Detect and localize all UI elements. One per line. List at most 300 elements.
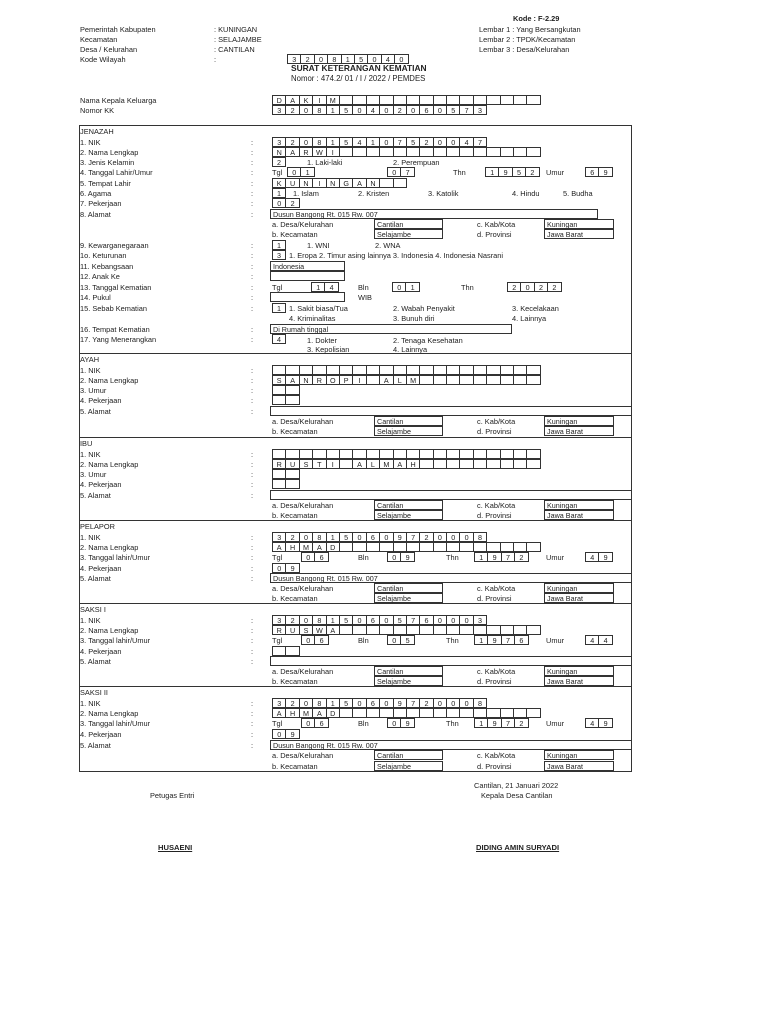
char-box: 2 xyxy=(300,54,314,64)
char-box: 0 xyxy=(272,563,286,573)
char-box: 2 xyxy=(514,552,528,562)
char-box xyxy=(379,542,393,552)
prov-label: d. Provinsi xyxy=(477,427,512,436)
char-box: 4 xyxy=(598,635,612,645)
char-box: 1 xyxy=(326,532,340,542)
char-box: 5 xyxy=(512,167,526,177)
char-box: M xyxy=(406,375,420,385)
char-box: 8 xyxy=(312,698,326,708)
char-box: 0 xyxy=(433,105,447,115)
char-box xyxy=(433,449,447,459)
char-box xyxy=(379,625,393,635)
char-box xyxy=(486,625,500,635)
jenazah-agama-value: 1 xyxy=(272,188,286,198)
char-box: 9 xyxy=(285,729,299,739)
pelapor-desa-value: Cantilan xyxy=(374,583,443,593)
nomor-kk-boxes xyxy=(272,105,487,115)
char-box: 0 xyxy=(299,532,313,542)
char-box xyxy=(312,449,326,459)
char-box: I xyxy=(326,147,340,157)
colon: : xyxy=(251,283,254,292)
char-box xyxy=(526,542,540,552)
saksi2-pekerjaan-boxes xyxy=(272,729,300,739)
char-box xyxy=(433,147,447,157)
agama-option-2: 2. Kristen xyxy=(358,189,390,198)
saksi2-alamat-field: Dusun Bangong Rt. 015 Rw. 007 xyxy=(270,740,632,750)
colon: : xyxy=(251,386,254,395)
char-box: 0 xyxy=(301,718,315,728)
char-box: 4 xyxy=(381,54,395,64)
char-box: 9 xyxy=(487,718,501,728)
char-box xyxy=(486,375,500,385)
saksi1-nama-label: 2. Nama Lengkap xyxy=(80,626,139,635)
char-box xyxy=(285,395,299,405)
char-box: 2 xyxy=(285,615,299,625)
char-box xyxy=(486,147,500,157)
char-box: A xyxy=(285,95,299,105)
kec-label: b. Kecamatan xyxy=(272,762,318,771)
kematian-bln-boxes xyxy=(392,282,420,292)
char-box: 4 xyxy=(366,105,380,115)
char-box: 0 xyxy=(287,167,301,177)
colon: : xyxy=(251,251,254,260)
char-box: 0 xyxy=(446,615,460,625)
ibu-kab-value: Kuningan xyxy=(544,500,614,510)
colon: : xyxy=(251,325,254,334)
char-box: 0 xyxy=(459,532,473,542)
saksi1-tgl-boxes xyxy=(301,635,329,645)
char-box: 0 xyxy=(387,635,401,645)
desa-label: a. Desa/Kelurahan xyxy=(272,417,334,426)
char-box xyxy=(366,708,380,718)
prov-label: d. Provinsi xyxy=(477,511,512,520)
char-box: M xyxy=(379,459,393,469)
char-box: K xyxy=(299,95,313,105)
char-box: S xyxy=(299,625,313,635)
char-box: 1 xyxy=(405,282,419,292)
men-option-4: 4. Lainnya xyxy=(393,345,428,354)
char-box: 7 xyxy=(393,137,407,147)
ayah-nama-boxes xyxy=(272,375,541,385)
jenazah-alamat-label: 8. Alamat xyxy=(80,210,111,219)
sebab-option-3: 3. Kecelakaan xyxy=(512,304,559,313)
char-box: 0 xyxy=(352,105,366,115)
char-box: 0 xyxy=(459,615,473,625)
char-box xyxy=(406,625,420,635)
char-box xyxy=(486,708,500,718)
kec-label: b. Kecamatan xyxy=(272,594,318,603)
saksi1-bln-boxes xyxy=(387,635,415,645)
char-box xyxy=(272,395,286,405)
thn-label: Thn xyxy=(453,168,466,177)
jk-option-1: 1. Laki-laki xyxy=(307,158,343,167)
char-box xyxy=(366,147,380,157)
char-box: 8 xyxy=(312,532,326,542)
char-box: A xyxy=(393,459,407,469)
char-box xyxy=(393,95,407,105)
char-box: 9 xyxy=(598,718,612,728)
char-box: 5 xyxy=(339,615,353,625)
char-box xyxy=(379,95,393,105)
char-box: 7 xyxy=(406,615,420,625)
char-box xyxy=(352,542,366,552)
char-box: 0 xyxy=(299,698,313,708)
char-box: G xyxy=(339,178,353,188)
colon: : xyxy=(251,335,254,344)
men-option-2: 2. Tenaga Kesehatan xyxy=(393,336,463,345)
char-box: 0 xyxy=(299,105,313,115)
jenazah-kab-value: Kuningan xyxy=(544,219,614,229)
jk-option-2: 2. Perempuan xyxy=(393,158,440,167)
jenazah-anak-ke-field xyxy=(270,271,345,281)
char-box xyxy=(513,542,527,552)
char-box xyxy=(339,365,353,375)
jenazah-agama-label: 6. Agama xyxy=(80,189,112,198)
jenazah-jk-label: 3. Jenis Kelamin xyxy=(80,158,135,167)
char-box xyxy=(513,375,527,385)
pelapor-bln-boxes xyxy=(387,552,415,562)
char-box xyxy=(312,365,326,375)
char-box xyxy=(459,95,473,105)
jenazah-tempat-lahir-label: 5. Tempat Lahir xyxy=(80,179,131,188)
ayah-umur-label: 3. Umur xyxy=(80,386,107,395)
saksi2-nama-label: 2. Nama Lengkap xyxy=(80,709,139,718)
char-box: 0 xyxy=(394,54,408,64)
char-box: 4 xyxy=(585,635,599,645)
char-box: 0 xyxy=(433,615,447,625)
bln-label: Bln xyxy=(358,719,369,728)
pelapor-prov-value: Jawa Barat xyxy=(544,593,614,603)
char-box: 5 xyxy=(339,698,353,708)
char-box xyxy=(433,459,447,469)
kecamatan-label: Kecamatan xyxy=(80,35,118,44)
ayah-nama-label: 2. Nama Lengkap xyxy=(80,376,139,385)
char-box: 0 xyxy=(446,698,460,708)
char-box: 0 xyxy=(272,729,286,739)
colon: : xyxy=(251,574,254,583)
char-box: 5 xyxy=(339,137,353,147)
ayah-umur-boxes xyxy=(272,385,300,395)
ayah-alamat-label: 5. Alamat xyxy=(80,407,111,416)
kec-label: b. Kecamatan xyxy=(272,427,318,436)
char-box xyxy=(459,365,473,375)
char-box: W xyxy=(312,147,326,157)
char-box: 0 xyxy=(301,635,315,645)
kematian-tgl-boxes xyxy=(311,282,339,292)
char-box: 1 xyxy=(474,552,488,562)
colon: : xyxy=(251,396,254,405)
jenazah-pukul-field xyxy=(270,292,345,302)
char-box xyxy=(459,708,473,718)
saksi2-kec-value: Selajambe xyxy=(374,761,443,771)
saksi2-title: SAKSI II xyxy=(80,688,108,697)
char-box xyxy=(419,625,433,635)
ibu-prov-value: Jawa Barat xyxy=(544,510,614,520)
pelapor-nama-label: 2. Nama Lengkap xyxy=(80,543,139,552)
char-box xyxy=(366,365,380,375)
jenazah-desa-value: Cantilan xyxy=(374,219,443,229)
saksi2-thn-boxes xyxy=(474,718,529,728)
char-box: 0 xyxy=(314,54,328,64)
char-box xyxy=(299,365,313,375)
char-box xyxy=(393,542,407,552)
kode-wilayah-label: Kode Wilayah xyxy=(80,55,126,64)
jenazah-sebab-value: 1 xyxy=(272,303,286,313)
char-box xyxy=(339,449,353,459)
char-box: 6 xyxy=(585,167,599,177)
char-box xyxy=(446,375,460,385)
char-box xyxy=(433,542,447,552)
char-box: A xyxy=(272,708,286,718)
jenazah-kec-value: Selajambe xyxy=(374,229,443,239)
char-box: 7 xyxy=(501,635,515,645)
saksi2-umur-boxes xyxy=(585,718,613,728)
char-box xyxy=(366,542,380,552)
colon: : xyxy=(251,376,254,385)
desa-label: a. Desa/Kelurahan xyxy=(272,751,334,760)
char-box: 8 xyxy=(473,698,487,708)
men-option-1: 1. Dokter xyxy=(307,336,337,345)
kepala-desa-label: Kepala Desa Cantilan xyxy=(481,791,553,800)
pelapor-nik-boxes xyxy=(272,532,487,542)
char-box xyxy=(419,449,433,459)
char-box: S xyxy=(299,459,313,469)
char-box xyxy=(352,449,366,459)
colon: : xyxy=(251,741,254,750)
thn-label: Thn xyxy=(446,553,459,562)
kab-label: c. Kab/Kota xyxy=(477,584,516,593)
wn-option-1: 1. WNI xyxy=(307,241,330,250)
umur-label: Umur xyxy=(546,719,565,728)
char-box: O xyxy=(326,375,340,385)
wn-option-2: 2. WNA xyxy=(375,241,401,250)
char-box: 0 xyxy=(301,552,315,562)
bln-label: Bln xyxy=(358,553,369,562)
char-box: 8 xyxy=(312,137,326,147)
petugas-signature-name: HUSAENI xyxy=(158,843,193,852)
ayah-title: AYAH xyxy=(80,355,100,364)
desa-label: a. Desa/Kelurahan xyxy=(272,501,334,510)
char-box xyxy=(379,449,393,459)
char-box: 0 xyxy=(379,698,393,708)
lembar-1: Lembar 1 : Yang Bersangkutan xyxy=(479,25,581,34)
char-box xyxy=(272,449,286,459)
pelapor-thn-boxes xyxy=(474,552,529,562)
saksi1-alamat-label: 5. Alamat xyxy=(80,657,111,666)
pelapor-alamat-field: Dusun Bangong Rt. 015 Rw. 007 xyxy=(270,573,632,583)
char-box: 4 xyxy=(324,282,338,292)
thn-label: Thn xyxy=(446,636,459,645)
colon: : xyxy=(251,657,254,666)
char-box xyxy=(419,365,433,375)
char-box xyxy=(272,385,286,395)
char-box: R xyxy=(272,459,286,469)
char-box xyxy=(446,147,460,157)
saksi2-nik-boxes xyxy=(272,698,487,708)
prov-label: d. Provinsi xyxy=(477,677,512,686)
jenazah-pekerjaan-label: 7. Pekerjaan xyxy=(80,199,122,208)
char-box xyxy=(393,625,407,635)
char-box: A xyxy=(352,178,366,188)
sebab-option-1: 1. Sakit biasa/Tua xyxy=(289,304,348,313)
char-box xyxy=(339,95,353,105)
ibu-alamat-label: 5. Alamat xyxy=(80,491,111,500)
saksi2-desa-value: Cantilan xyxy=(374,750,443,760)
char-box xyxy=(352,365,366,375)
kab-label: c. Kab/Kota xyxy=(477,417,516,426)
char-box: T xyxy=(312,459,326,469)
char-box xyxy=(513,95,527,105)
char-box: 0 xyxy=(387,167,401,177)
char-box xyxy=(433,365,447,375)
char-box: 9 xyxy=(400,718,414,728)
char-box: R xyxy=(272,625,286,635)
tgl-label: Tgl xyxy=(272,283,283,292)
char-box: 7 xyxy=(459,105,473,115)
char-box: 0 xyxy=(446,137,460,147)
pelapor-alamat-label: 5. Alamat xyxy=(80,574,111,583)
tgl-label: Tgl xyxy=(272,719,283,728)
char-box: N xyxy=(272,147,286,157)
ibu-kec-value: Selajambe xyxy=(374,510,443,520)
saksi1-umur-boxes xyxy=(585,635,613,645)
jenazah-wn-label: 9. Kewarganegaraan xyxy=(80,241,149,250)
char-box xyxy=(459,542,473,552)
char-box: 6 xyxy=(314,635,328,645)
char-box: 7 xyxy=(400,167,414,177)
char-box: 6 xyxy=(314,552,328,562)
char-box xyxy=(285,385,299,395)
nomor-kk-label: Nomor KK xyxy=(80,106,115,115)
jenazah-nik-label: 1. NIK xyxy=(80,138,101,147)
char-box xyxy=(473,375,487,385)
keturunan-options: 1. Eropa 2. Timur asing lainnya 3. Indonesia 4. Indonesia Nasrani xyxy=(289,251,504,260)
char-box xyxy=(299,449,313,459)
pelapor-tgl-label: 3. Tanggal lahir/Umur xyxy=(80,553,151,562)
ibu-umur-label: 3. Umur xyxy=(80,470,107,479)
colon: : xyxy=(251,304,254,313)
ayah-nik-boxes xyxy=(272,365,541,375)
char-box: A xyxy=(285,147,299,157)
char-box: 0 xyxy=(406,105,420,115)
char-box xyxy=(339,708,353,718)
char-box: 2 xyxy=(419,532,433,542)
char-box: 9 xyxy=(393,532,407,542)
char-box: 2 xyxy=(285,198,299,208)
saksi1-title: SAKSI I xyxy=(80,605,106,614)
char-box xyxy=(326,449,340,459)
char-box: 3 xyxy=(473,105,487,115)
char-box: 0 xyxy=(446,532,460,542)
jenazah-kebangsaan-label: 11. Kebangsaan xyxy=(80,262,134,271)
char-box: 1 xyxy=(474,718,488,728)
colon: : xyxy=(251,636,254,645)
char-box: 5 xyxy=(354,54,368,64)
char-box xyxy=(526,147,540,157)
char-box: 5 xyxy=(339,105,353,115)
kec-label: b. Kecamatan xyxy=(272,677,318,686)
char-box: U xyxy=(285,625,299,635)
jenazah-keturunan-label: 1o. Keturunan xyxy=(80,251,127,260)
jenazah-pekerjaan-boxes xyxy=(272,198,300,208)
char-box xyxy=(513,625,527,635)
char-box xyxy=(500,542,514,552)
jenazah-tgl-kematian-label: 13. Tanggal Kematian xyxy=(80,283,152,292)
colon: : xyxy=(251,450,254,459)
char-box: 2 xyxy=(534,282,548,292)
char-box: 2 xyxy=(547,282,561,292)
char-box: A xyxy=(326,625,340,635)
ayah-pekerjaan-boxes xyxy=(272,395,300,405)
char-box: 6 xyxy=(366,532,380,542)
saksi2-pekerjaan-label: 4. Pekerjaan xyxy=(80,730,122,739)
wib-label: WIB xyxy=(358,293,372,302)
char-box: 6 xyxy=(366,615,380,625)
kab-label: c. Kab/Kota xyxy=(477,220,516,229)
char-box xyxy=(433,95,447,105)
char-box: K xyxy=(272,178,286,188)
colon: : xyxy=(251,480,254,489)
ayah-alamat-field xyxy=(270,406,632,416)
char-box xyxy=(379,708,393,718)
colon: : xyxy=(251,470,254,479)
char-box xyxy=(339,625,353,635)
char-box xyxy=(500,708,514,718)
ibu-nama-boxes xyxy=(272,459,541,469)
char-box: 3 xyxy=(272,105,286,115)
tgl-label: Tgl xyxy=(272,553,283,562)
char-box xyxy=(473,449,487,459)
colon: : xyxy=(251,460,254,469)
colon: : xyxy=(251,158,254,167)
char-box: 6 xyxy=(366,698,380,708)
char-box xyxy=(406,449,420,459)
char-box: 1 xyxy=(474,635,488,645)
sebab-option-4: 4. Kriminalitas xyxy=(289,314,336,323)
char-box xyxy=(500,449,514,459)
saksi1-thn-boxes xyxy=(474,635,529,645)
jenazah-tgl-boxes xyxy=(287,167,315,177)
colon: : xyxy=(251,189,254,198)
char-box: 8 xyxy=(312,105,326,115)
char-box xyxy=(272,469,286,479)
char-box xyxy=(379,178,393,188)
colon: : xyxy=(251,647,254,656)
char-box xyxy=(352,708,366,718)
prov-label: d. Provinsi xyxy=(477,230,512,239)
char-box xyxy=(433,625,447,635)
char-box xyxy=(419,147,433,157)
agama-option-5: 5. Budha xyxy=(563,189,593,198)
char-box xyxy=(446,708,460,718)
char-box: A xyxy=(312,708,326,718)
char-box: D xyxy=(326,542,340,552)
char-box xyxy=(419,375,433,385)
char-box: 6 xyxy=(314,718,328,728)
char-box: 9 xyxy=(487,635,501,645)
char-box: 3 xyxy=(272,698,286,708)
agama-option-1: 1. Islam xyxy=(293,189,319,198)
jenazah-tempat-kematian-field: Di Rumah tinggal xyxy=(270,324,512,334)
kab-label: c. Kab/Kota xyxy=(477,667,516,676)
char-box: 1 xyxy=(326,615,340,625)
char-box: 4 xyxy=(352,137,366,147)
saksi2-prov-value: Jawa Barat xyxy=(544,761,614,771)
colon: : xyxy=(251,709,254,718)
char-box: A xyxy=(312,542,326,552)
char-box: 0 xyxy=(379,615,393,625)
char-box: 5 xyxy=(400,635,414,645)
